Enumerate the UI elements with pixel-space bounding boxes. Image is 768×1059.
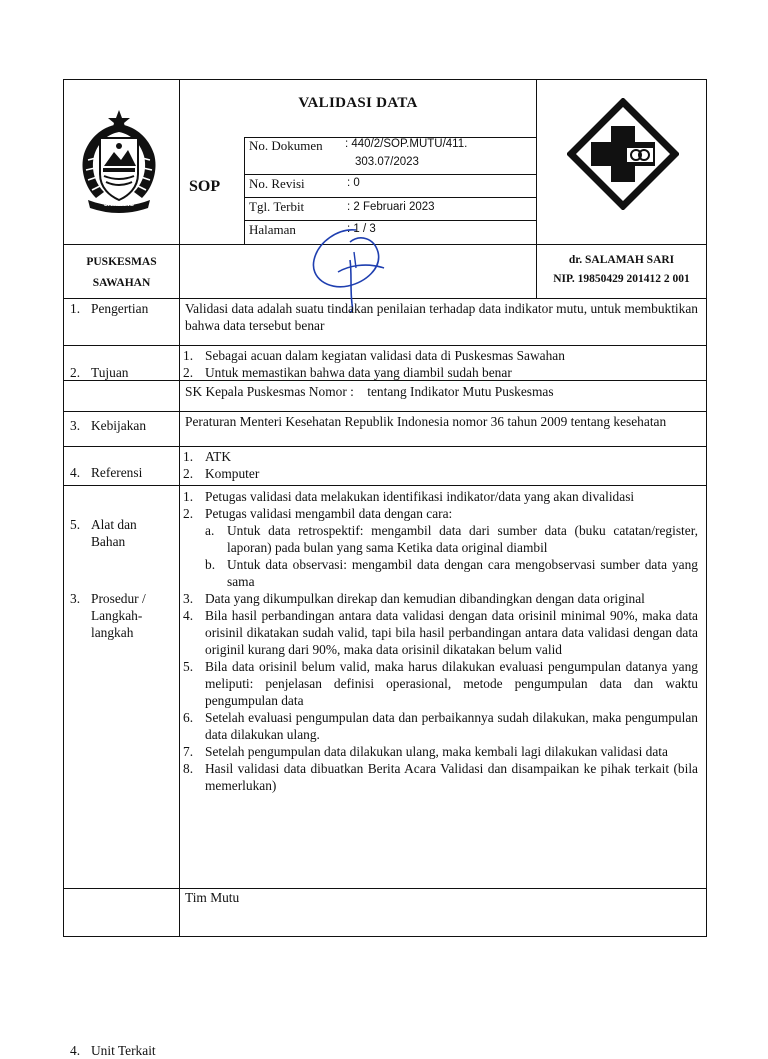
list-num: 1. [183,449,194,464]
list-text: Untuk data observasi: mengambil data dengan cara mengobservasi sumber data yang sama [227,557,698,589]
list-item [183,488,698,505]
list-item [183,590,698,607]
pengertian-text: Validasi data adalah suatu tindakan penilaian terhadap data indikator mutu, untuk membuktikan bahwa data tersebut benar [185,301,698,333]
list-item [183,448,698,465]
row-label-text: Unit Terkait [91,1043,156,1058]
meta-value-terbit: : 2 Februari 2023 [347,201,435,213]
meta-label-revisi: No. Revisi [249,176,305,191]
meta-value-dokumen-cont: 303.07/2023 [355,156,419,168]
org-line-1: PUSKESMAS [86,256,157,268]
sop-label: SOP [189,178,221,195]
list-item [183,743,698,760]
row-label-pengertian [70,300,196,317]
list-num: 4. [183,608,194,623]
row-label-text: Referensi [91,465,143,480]
list-item [183,607,698,658]
list-num: 5. [183,659,194,674]
tujuan-list [183,347,698,381]
row-num: 4. [70,1043,81,1058]
list-text: Setelah evaluasi pengumpulan data dan perbaikannya sudah dilakukan, maka pengumpulan data dilakukan ulang. [205,710,698,742]
org-line-2: SAWAHAN [92,277,151,289]
unit-text: Tim Mutu [185,890,240,905]
row-label-unit [70,1042,196,1059]
meta-value-revisi: : 0 [347,177,360,189]
row-label-alat [70,516,171,550]
regency-seal-logo [74,108,164,220]
list-item [183,505,698,590]
seal-ribbon-text: SAMPANG [103,202,135,208]
row-num: 2. [70,365,81,380]
list-text: Petugas validasi data melakukan identifikasi indikator/data yang akan divalidasi [205,489,635,504]
signer-name: dr. SALAMAH SARI [568,254,675,266]
sub-list-item [205,556,698,590]
list-num: 2. [183,466,194,481]
list-text: Sebagai acuan dalam kegiatan validasi data di Puskesmas Sawahan [205,348,565,363]
list-text: Data yang dikumpulkan direkap dan kemudian dibandingkan dengan data original [205,591,645,606]
list-text: Petugas validasi mengambil data dengan cara: [205,506,453,521]
list-text: Untuk memastikan bahwa data yang diambil sudah benar [205,365,512,380]
list-num: 7. [183,744,194,759]
list-num: 1. [183,348,194,363]
meta-label-terbit: Tgl. Terbit [249,199,305,214]
meta-value-dokumen: : 440/2/SOP.MUTU/411. [345,138,468,150]
alat-list [183,448,698,482]
list-text: Untuk data retrospektif: mengambil data dari sumber data (buku catatan/register, laporan) pada bulan yang sama Ketika data original diambil [227,523,698,555]
list-text: Setelah pengumpulan data dilakukan ulang, maka kembali lagi dilakukan validasi data [205,744,668,759]
row-num: 3. [70,591,81,606]
document-title: VALIDASI DATA [298,95,418,111]
row-num: 4. [70,465,81,480]
list-num: 1. [183,489,194,504]
list-item [183,347,698,364]
meta-label-dokumen: No. Dokumen [249,138,323,153]
list-num: 2. [183,365,194,380]
referensi-text: Peraturan Menteri Kesehatan Republik Indonesia nomor 36 tahun 2009 tentang kesehatan [185,414,667,429]
list-item [183,658,698,709]
prosedur-list [183,488,698,794]
list-num: 3. [183,591,194,606]
list-item [183,709,698,743]
row-label-text: Kebijakan [91,418,147,433]
list-num: b. [205,557,216,572]
list-num: 2. [183,506,194,521]
meta-value-halaman: : 1 / 3 [347,223,376,235]
list-item [183,465,698,482]
row-label-tujuan [70,364,196,381]
list-text: ATK [205,449,232,464]
list-text: Hasil validasi data dibuatkan Berita Acara Validasi dan disampaikan ke pihak terkait (bila memerlukan) [205,761,698,793]
row-label-text: Pengertian [91,301,149,316]
row-num: 3. [70,418,81,433]
row-num: 5. [70,517,81,532]
row-label-prosedur [70,590,181,641]
row-num: 1. [70,301,81,316]
list-num: 8. [183,761,194,776]
row-label-kebijakan [70,417,196,434]
row-label-text: Alat dan Bahan [91,517,137,549]
list-text: Komputer [205,466,260,481]
row-label-referensi [70,464,196,481]
kebijakan-text: SK Kepala Puskesmas Nomor : tentang Indikator Mutu Puskesmas [185,384,554,399]
row-label-text: Prosedur / Langkah-langkah [91,591,146,640]
list-text: Bila data orisinil belum valid, maka harus dilakukan evaluasi pengumpulan datanya yang meliputi: penjelasan definisi operasional, metode pengumpulan data dan waktu pengumpulan data [205,659,698,708]
list-text: Bila hasil perbandingan antara data validasi dengan data orisinil minimal 90%, maka data orisinil dikatakan sudah valid, tapi bila hasil perbandingan antara data validasi dengan data originil kurang dari 90%, maka data orisinil dikatakan belum valid [205,608,698,657]
puskesmas-logo [567,98,679,210]
list-num: 6. [183,710,194,725]
list-num: a. [205,523,215,538]
signer-nip: NIP. 19850429 201412 2 001 [553,273,690,285]
sub-list-item [205,522,698,556]
row-label-text: Tujuan [91,365,129,380]
list-item [183,760,698,794]
list-item [183,364,698,381]
meta-label-halaman: Halaman [249,222,296,237]
org-name [64,252,179,294]
